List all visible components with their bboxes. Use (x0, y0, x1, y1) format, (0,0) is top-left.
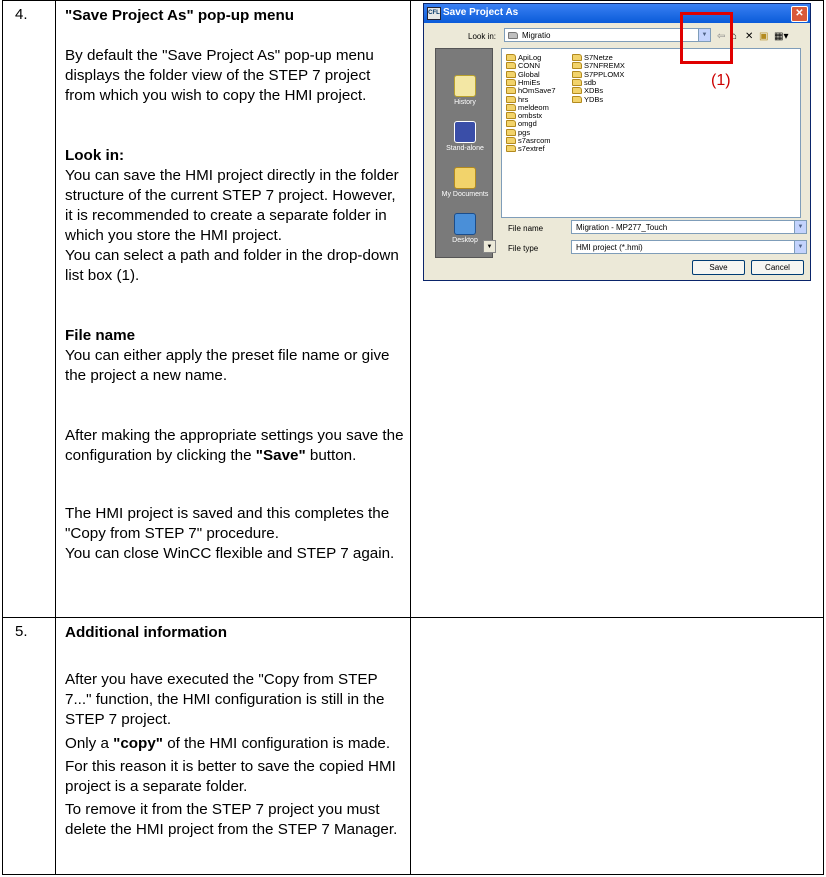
folder-name: hrs (518, 94, 529, 104)
folder-name: CONN (518, 61, 541, 71)
look-in-label: Look in: (468, 32, 497, 41)
info-paragraph-4: To remove it from the STEP 7 project you must delete the HMI project from the STEP 7 Manager. (65, 801, 398, 838)
file-type-label: File type (508, 244, 539, 253)
place-label: History (454, 99, 476, 106)
file-type-dropdown[interactable] (571, 240, 807, 254)
folder-icon (506, 137, 516, 144)
file-name-value: Migration - MP277_Touch (576, 223, 668, 232)
step-number: 5. (15, 623, 28, 640)
close-paragraph: You can close WinCC flexible and STEP 7 again. (65, 545, 395, 562)
folder-icon (506, 62, 516, 69)
folder-name: S7PPLOMX (584, 69, 625, 79)
save-word: "Save" (255, 447, 306, 464)
folder-name: omgd (518, 119, 537, 129)
save-paragraph (65, 426, 404, 466)
file-name-heading: File name (65, 327, 136, 344)
folder-icon (572, 71, 582, 78)
step-number: 4. (15, 6, 28, 23)
save-text-after: button. (305, 447, 357, 464)
place-label: Stand-alone (446, 145, 484, 152)
place-label: Desktop (452, 237, 478, 244)
folder-item[interactable] (506, 144, 545, 154)
look-in-value: Migratio (522, 31, 551, 40)
info-text-after: of the HMI configuration is made. (162, 735, 391, 752)
place-my-documents[interactable] (436, 167, 494, 198)
stand-alone-icon (454, 121, 476, 143)
intro-paragraph: By default the "Save Project As" pop-up menu displays the folder view of the STEP 7 project from which you wish to copy the HMI project. (65, 47, 374, 104)
folder-icon (572, 62, 582, 69)
folder-name: s7extref (518, 144, 545, 154)
place-stand-alone[interactable] (436, 121, 494, 152)
file-name-input[interactable] (571, 220, 807, 234)
folder-name: s7asrcom (518, 136, 551, 145)
folder-icon (506, 129, 516, 136)
folder-name: YDBs (584, 94, 604, 104)
my-documents-icon (454, 167, 476, 189)
folder-name: Global (518, 69, 540, 79)
views-menu-icon[interactable]: ▦▾ (774, 31, 789, 42)
places-bar (435, 48, 493, 258)
look-in-paragraph: You can save the HMI project directly in the folder structure of the current STEP 7 project. However, it is recommended to create a separate folder in which you store the HMI project. (65, 167, 399, 244)
step-number-cell (3, 618, 56, 875)
folder-icon (506, 71, 516, 78)
history-icon (454, 75, 476, 97)
back-icon[interactable]: ⇦ (717, 31, 726, 42)
folder-icon (572, 54, 582, 61)
step-title: Additional information (65, 624, 227, 641)
place-history[interactable] (436, 75, 494, 106)
folder-icon (506, 145, 516, 152)
done-paragraph: The HMI project is saved and this completes the "Copy from STEP 7" procedure. (65, 505, 390, 542)
delete-icon[interactable]: ✕ (745, 31, 754, 42)
folder-icon (506, 87, 516, 94)
highlight-box (680, 12, 733, 64)
folder-name: sdb (584, 77, 597, 87)
desktop-icon (454, 213, 476, 235)
step-text-cell (56, 618, 411, 875)
folder-name: S7Netze (584, 53, 613, 62)
callout-label: (1) (711, 72, 731, 89)
step-text-cell (56, 1, 411, 618)
chevron-down-icon[interactable]: ▼ (698, 29, 710, 41)
file-name-label: File name (508, 224, 544, 233)
places-scroll-down-icon[interactable]: ▼ (483, 240, 496, 253)
cancel-button[interactable]: Cancel (751, 260, 804, 275)
info-paragraph-1: After you have executed the "Copy from STEP 7..." function, the HMI configuration is still in the STEP 7 project. (65, 671, 385, 728)
place-label: My Documents (441, 191, 489, 198)
folder-name: XDBs (584, 86, 604, 96)
table-row-step-5 (3, 618, 824, 875)
folder-icon (506, 120, 516, 127)
folder-name: pgs (518, 127, 531, 137)
close-icon[interactable]: ✕ (791, 6, 808, 22)
folder-icon (506, 104, 516, 111)
folder-item[interactable] (572, 95, 603, 105)
save-text-before: After making the appropriate settings you save the configuration by clicking the (65, 427, 404, 464)
info-paragraph-3: For this reason it is better to save the copied HMI project is a separate folder. (65, 758, 396, 795)
empty-cell (411, 618, 824, 875)
dialog-title: Save Project As (443, 7, 519, 18)
copy-word: "copy" (113, 735, 163, 752)
folder-icon (572, 87, 582, 94)
folder-icon (572, 79, 582, 86)
file-type-value: HMI project (*.hmi) (576, 243, 643, 252)
look-in-heading: Look in: (65, 147, 125, 164)
app-icon: CFL (427, 7, 441, 20)
look-in-paragraph-2: You can select a path and folder in the drop-down list box (1). (65, 247, 399, 284)
file-name-paragraph: You can either apply the preset file name or give the project a new name. (65, 347, 390, 384)
folder-icon (506, 79, 516, 86)
chevron-down-icon[interactable]: ▼ (794, 241, 806, 253)
up-folder-icon[interactable]: ⌂ (731, 31, 738, 42)
folder-name: S7NFREMX (584, 61, 625, 71)
step-number-cell (3, 1, 56, 618)
folder-name: meldeom (518, 102, 549, 112)
info-paragraph-2 (65, 734, 404, 754)
folder-icon (506, 96, 516, 103)
folder-icon (506, 54, 516, 61)
file-list[interactable] (501, 48, 801, 218)
info-text-before: Only a (65, 735, 114, 752)
folder-name: ombstx (518, 111, 543, 121)
save-button[interactable]: Save (692, 260, 745, 275)
folder-name: HmiEs (518, 77, 541, 87)
dialog-title-bar (424, 4, 810, 23)
new-folder-icon[interactable]: ▣ (759, 31, 769, 42)
folder-icon (572, 96, 582, 103)
folder-name: ApiLog (518, 53, 542, 62)
save-project-as-dialog (423, 3, 811, 281)
folder-icon (506, 112, 516, 119)
step-title: "Save Project As" pop-up menu (65, 7, 295, 24)
folder-name: hOmSave7 (518, 86, 556, 96)
folder-icon (508, 32, 518, 39)
chevron-down-icon[interactable]: ▼ (794, 221, 806, 233)
